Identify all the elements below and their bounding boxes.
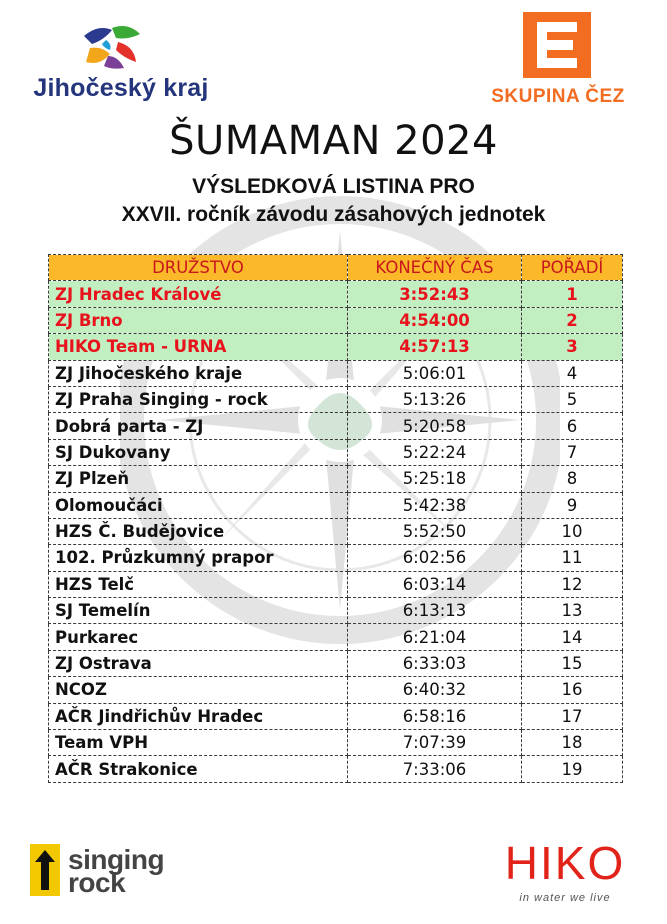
time-cell: 6:33:03	[348, 650, 522, 676]
jihocesky-kraj-text: Jihočeský kraj	[33, 74, 209, 102]
time-cell: 5:22:24	[348, 439, 522, 465]
table-row	[49, 703, 623, 729]
rank-cell: 18	[522, 730, 623, 756]
cez-logo-icon	[523, 12, 591, 78]
table-row	[49, 466, 623, 492]
subtitle-line2: XXVII. ročník závodu zásahových jednotek	[121, 203, 546, 226]
time-cell: 5:20:58	[348, 413, 522, 439]
rank-cell: 15	[522, 650, 623, 676]
column-header-team: DRUŽSTVO	[49, 255, 348, 281]
jihocesky-kraj-logo-icon	[78, 22, 146, 72]
rank-cell: 1	[522, 281, 623, 307]
team-cell: AČR Jindřichův Hradec	[49, 703, 348, 729]
table-row	[49, 492, 623, 518]
time-cell: 4:57:13	[348, 334, 522, 360]
hiko-logo-text: HIKO	[504, 837, 626, 889]
subtitle-line1: VÝSLEDKOVÁ LISTINA PRO	[192, 175, 475, 198]
team-cell: HZS Telč	[49, 571, 348, 597]
team-cell: NCOZ	[49, 677, 348, 703]
singing-rock-arrow-icon	[30, 844, 60, 896]
table-row	[49, 571, 623, 597]
time-cell: 6:40:32	[348, 677, 522, 703]
time-cell: 3:52:43	[348, 281, 522, 307]
table-row	[49, 624, 623, 650]
rank-cell: 5	[522, 386, 623, 412]
team-cell: ZJ Praha Singing - rock	[49, 386, 348, 412]
time-cell: 7:33:06	[348, 756, 522, 782]
team-cell: Purkarec	[49, 624, 348, 650]
cez-text: SKUPINA ČEZ	[491, 86, 625, 107]
team-cell: SJ Temelín	[49, 598, 348, 624]
table-row	[49, 650, 623, 676]
team-cell: Dobrá parta - ZJ	[49, 413, 348, 439]
time-cell: 5:06:01	[348, 360, 522, 386]
team-cell: Olomoučáci	[49, 492, 348, 518]
time-cell: 6:03:14	[348, 571, 522, 597]
team-cell: AČR Strakonice	[49, 756, 348, 782]
table-row	[49, 730, 623, 756]
singing-rock-text-line2: rock	[68, 867, 126, 898]
table-row	[49, 677, 623, 703]
time-cell: 5:52:50	[348, 518, 522, 544]
team-cell: HZS Č. Budějovice	[49, 518, 348, 544]
team-cell: ZJ Brno	[49, 307, 348, 333]
rank-cell: 6	[522, 413, 623, 439]
table-row	[49, 545, 623, 571]
singing-rock-logo	[30, 840, 200, 900]
table-row	[49, 598, 623, 624]
time-cell: 6:58:16	[348, 703, 522, 729]
table-row	[49, 518, 623, 544]
team-cell: Team VPH	[49, 730, 348, 756]
rank-cell: 8	[522, 466, 623, 492]
singing-rock-text-line1: singing	[68, 844, 165, 875]
rank-cell: 13	[522, 598, 623, 624]
rank-cell: 19	[522, 756, 623, 782]
table-row	[49, 334, 623, 360]
rank-cell: 2	[522, 307, 623, 333]
hiko-tagline: in water we live	[519, 892, 611, 904]
rank-cell: 17	[522, 703, 623, 729]
table-row	[49, 307, 623, 333]
rank-cell: 9	[522, 492, 623, 518]
rank-cell: 4	[522, 360, 623, 386]
team-cell: ZJ Ostrava	[49, 650, 348, 676]
page-title: ŠUMAMAN 2024	[169, 118, 498, 164]
column-header-time: KONEČNÝ ČAS	[348, 255, 522, 281]
rank-cell: 10	[522, 518, 623, 544]
table-row	[49, 439, 623, 465]
table-row	[49, 413, 623, 439]
time-cell: 6:13:13	[348, 598, 522, 624]
table-row	[49, 756, 623, 782]
team-cell: ZJ Hradec Králové	[49, 281, 348, 307]
team-cell: ZJ Jihočeského kraje	[49, 360, 348, 386]
time-cell: 4:54:00	[348, 307, 522, 333]
team-cell: HIKO Team - URNA	[49, 334, 348, 360]
team-cell: SJ Dukovany	[49, 439, 348, 465]
rank-cell: 11	[522, 545, 623, 571]
time-cell: 6:21:04	[348, 624, 522, 650]
time-cell: 5:42:38	[348, 492, 522, 518]
table-header-row	[49, 255, 623, 281]
time-cell: 5:13:26	[348, 386, 522, 412]
table-row	[49, 360, 623, 386]
time-cell: 5:25:18	[348, 466, 522, 492]
cez-logo	[478, 12, 638, 112]
table-row	[49, 386, 623, 412]
rank-cell: 3	[522, 334, 623, 360]
team-cell: ZJ Plzeň	[49, 466, 348, 492]
rank-cell: 12	[522, 571, 623, 597]
hiko-logo	[490, 837, 640, 910]
time-cell: 7:07:39	[348, 730, 522, 756]
time-cell: 6:02:56	[348, 545, 522, 571]
table-row	[49, 281, 623, 307]
results-table	[48, 254, 623, 783]
jihocesky-kraj-logo	[26, 18, 216, 108]
rank-cell: 16	[522, 677, 623, 703]
team-cell: 102. Průzkumný prapor	[49, 545, 348, 571]
column-header-rank: POŘADÍ	[522, 255, 623, 281]
rank-cell: 14	[522, 624, 623, 650]
rank-cell: 7	[522, 439, 623, 465]
